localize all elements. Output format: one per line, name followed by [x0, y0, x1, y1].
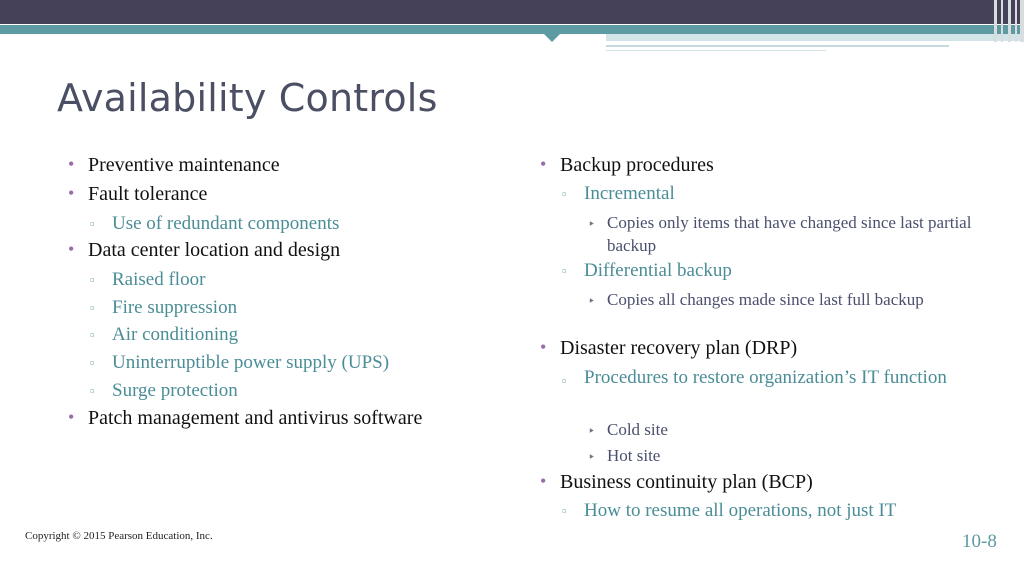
- square-bullet-icon: ▫: [90, 355, 95, 370]
- header-bar: [0, 0, 1024, 24]
- bullet-icon: •: [68, 239, 75, 259]
- header-thin-line-2: [606, 50, 826, 51]
- list-item-text: Incremental: [584, 183, 675, 204]
- page-number: 10-8: [962, 531, 997, 552]
- triangle-bullet-icon: ‣: [588, 450, 596, 464]
- decorative-stripe: [1020, 0, 1024, 42]
- decorative-stripe: [1008, 0, 1011, 42]
- list-item-text: Use of redundant components: [112, 213, 340, 234]
- header-thin-line: [606, 45, 949, 47]
- square-bullet-icon: ▫: [90, 216, 95, 231]
- slide-title: Availability Controls: [57, 76, 438, 120]
- square-bullet-icon: ▫: [90, 327, 95, 342]
- list-item-text: Cold site: [607, 420, 668, 439]
- copyright-notice: Copyright © 2015 Pearson Education, Inc.: [25, 530, 213, 542]
- square-bullet-icon: ▫: [90, 272, 95, 287]
- decorative-stripe: [1015, 0, 1017, 42]
- list-item-text: Backup procedures: [560, 154, 714, 176]
- list-item-text: Air conditioning: [112, 324, 239, 345]
- list-item-text: Business continuity plan (BCP): [560, 471, 813, 493]
- list-item-text: Copies all changes made since last full backup: [607, 290, 924, 309]
- square-bullet-icon: ▫: [562, 186, 567, 201]
- list-item-text: Preventive maintenance: [88, 154, 280, 176]
- decorative-stripe: [1001, 0, 1003, 42]
- triangle-bullet-icon: ‣: [588, 217, 596, 231]
- triangle-bullet-icon: ‣: [588, 294, 596, 308]
- bullet-icon: •: [540, 471, 547, 491]
- list-item-text: Surge protection: [112, 380, 238, 401]
- list-item-text: Fault tolerance: [88, 183, 208, 205]
- list-item-text: Data center location and design: [88, 239, 341, 261]
- list-item-text: Differential backup: [584, 260, 732, 281]
- list-item-text: Fire suppression: [112, 297, 238, 318]
- triangle-bullet-icon: ‣: [588, 424, 596, 438]
- header-accent-band: [0, 25, 1024, 34]
- list-item-text: Raised floor: [112, 269, 206, 290]
- list-item-text: Hot site: [607, 446, 661, 465]
- header-triangle-icon: [544, 34, 560, 42]
- list-item-text: How to resume all operations, not just IT: [584, 500, 897, 521]
- header-light-strip: [606, 34, 1024, 41]
- bullet-icon: •: [68, 183, 75, 203]
- square-bullet-icon: ▫: [562, 373, 567, 388]
- list-item-text: Disaster recovery plan (DRP): [560, 337, 798, 359]
- square-bullet-icon: ▫: [562, 503, 567, 518]
- decorative-stripe: [994, 0, 997, 42]
- list-item-text: Procedures to restore organization’s IT function: [584, 367, 947, 388]
- square-bullet-icon: ▫: [562, 263, 567, 278]
- bullet-icon: •: [540, 337, 547, 357]
- bullet-icon: •: [540, 154, 547, 174]
- square-bullet-icon: ▫: [90, 383, 95, 398]
- square-bullet-icon: ▫: [90, 300, 95, 315]
- bullet-icon: •: [68, 154, 75, 174]
- list-item-text: Copies only items that have changed since last partial backup: [607, 213, 972, 255]
- list-item-text: Patch management and antivirus software: [88, 407, 423, 429]
- list-item-text: Uninterruptible power supply (UPS): [112, 352, 390, 373]
- bullet-icon: •: [68, 407, 75, 427]
